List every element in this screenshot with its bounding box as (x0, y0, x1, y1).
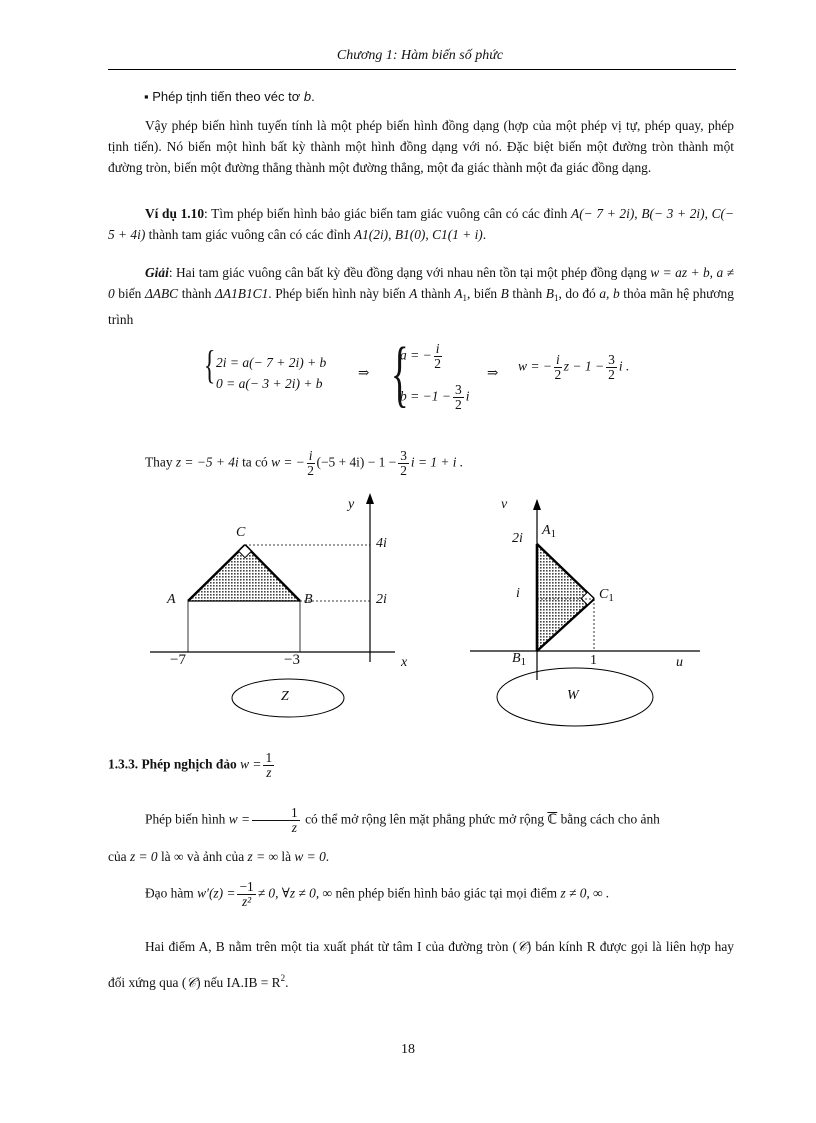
tick-label-1: 1 (590, 653, 597, 668)
paragraph-symmetric-points: Hai điểm A, B nằm trên một tia xuất phát từ tâm I của đường tròn (𝒞) bán kính R được gọi là liên hợp hay đối xứng qua (𝒞) nếu $IA.IB = R^2$. (108, 939, 734, 991)
page-header: Chương 1: Hàm biến số phức (336, 48, 504, 63)
right-v-arrow (533, 499, 541, 510)
page-number: 18 (401, 1042, 415, 1057)
axis-label-x: x (401, 655, 408, 670)
tick-label-4i: 4i (376, 536, 387, 551)
paragraph-linear-map: Vậy phép biến hình tuyến tính là một phép biến hình đồng dạng (hợp của một phép vị tự, phép quay, phép tịnh tiến). Nó biến một hình bất kỳ thành một hình đồng dạng với nó. Đặc biệt biến một đường tròn thành một đường tròn, biến một đường thẳng thành một đường thẳng, một đa giác thành một đa giác đồng dạng. (108, 118, 734, 175)
axis-label-y: y (348, 497, 355, 512)
substitution-line: Thay z = −5 + 4i ta có w = − $\frac{i}{2}$ (−5 + 4i) − 1 − $\frac{3}{2}$ i = 1 + i . (145, 448, 464, 478)
solution-text: Giải: Hai tam giác vuông cân bất kỳ đều đồng dạng với nhau nên tồn tại một phép đồng dạng w = az + b, a ≠ 0 biến ΔABC thành ΔA1B1C1. Phép biến hình này biến A thành $A_1$, biến B thành $B_1$, do đó a, b thỏa mãn hệ phương trình (108, 265, 734, 327)
vertex-label-B: B (304, 592, 313, 607)
tick-label-minus3: −3 (284, 652, 300, 668)
left-y-arrow (366, 493, 374, 504)
tick-label-2i: 2i (376, 592, 387, 607)
vertex-label-B1: $B_1$ (512, 651, 527, 668)
example-label: Ví dụ 1.10 (145, 206, 205, 221)
paragraph-extension-line2: của z = 0 là ∞ và ảnh của z = ∞ là w = 0. (108, 849, 330, 864)
paragraph-derivative: Đạo hàm w′(z) = $\frac{-1}{\text{z²}}$ ≠ 0, ∀z ≠ 0, ∞ nên phép biến hình bảo giác tại mọi điểm z ≠ 0, ∞ . (145, 879, 610, 909)
extended-complex-plane-symbol: ℂ (547, 812, 558, 828)
plane-label-Z: Z (281, 689, 289, 704)
equation-system: { 2i = a(− 7 + 2i) + b 0 = a(− 3 + 2i) + b ⇒ { a = − $\frac{i}{2}$ b = −1 − $\frac{3}{2}$ i ⇒ w = − $\frac{i}{2}$ z − 1 − $\frac{3}{2}$ i . (203, 333, 630, 415)
section-heading: 1.3.3. Phép nghịch đảo w = $\frac{1}{z}$ (108, 750, 273, 780)
bullet-icon: ▪ (144, 89, 149, 104)
right-brace: { (390, 333, 409, 415)
vertex-label-C1: $C_1$ (599, 587, 614, 604)
vertex-label-C: C (236, 525, 246, 540)
tick-label-minus7: −7 (170, 652, 186, 668)
vertex-label-A1: $A_1$ (542, 523, 557, 540)
vertex-label-A: A (167, 592, 176, 607)
tick-label-2i-right: 2i (512, 531, 523, 546)
tick-label-i-right: i (516, 586, 520, 601)
axis-label-v: v (501, 497, 508, 512)
left-figure (150, 493, 395, 717)
plane-label-W: W (567, 688, 579, 703)
solution-label: Giải (145, 265, 169, 280)
bullet-item: ▪ Phép tịnh tiến theo véc tơ b. (144, 89, 315, 104)
implies-arrow-2: ⇒ (487, 365, 499, 380)
axis-label-u: u (676, 655, 683, 670)
paragraph-extension: Phép biến hình w = $\frac{1}{z}$ có thể mở rộng lên mặt phẳng phức mở rộng ℂ bằng cách cho ảnh (145, 805, 660, 835)
example-statement: Ví dụ 1.10: Tìm phép biến hình bảo giác biến tam giác vuông cân có các đỉnh A(− 7 + 2i), B(− 3 + 2i), C(− 5 + 4i) thành tam giác vuông cân có các đỉnh A1(2i), B1(0), C1(1 + i). (108, 206, 735, 242)
right-figure (470, 499, 700, 726)
implies-arrow-1: ⇒ (358, 365, 370, 380)
left-brace: { (203, 342, 216, 387)
